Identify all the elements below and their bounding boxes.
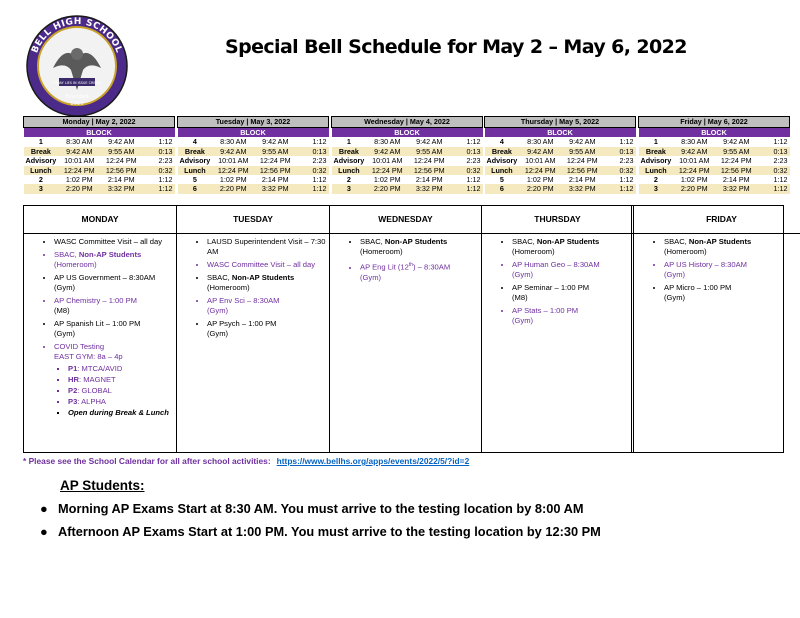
event-emphasis: Non-AP Students (688, 237, 752, 246)
events-monday (24, 206, 177, 452)
duration: 0:13 (450, 147, 482, 156)
end-time: 3:32 PM (408, 184, 450, 193)
events-tuesday (177, 206, 330, 452)
event-item (54, 237, 176, 247)
event-location: (Gym) (54, 283, 76, 292)
event-text: WASC Committee Visit – all day (54, 237, 163, 246)
start-time: 9:42 AM (673, 147, 715, 156)
period: Lunch (485, 166, 520, 175)
sub-item (68, 375, 176, 385)
schedule-thursday (484, 116, 636, 194)
duration: 1:12 (296, 137, 328, 146)
event-text: AP US History – 8:30AM (664, 260, 748, 269)
column-header: WEDNESDAY (330, 206, 481, 234)
start-time: 1:02 PM (366, 175, 408, 184)
event-item (207, 296, 329, 316)
day-header: Monday | May 2, 2022 (24, 117, 175, 128)
event-text: AP Chemistry – 1:00 PM (54, 296, 138, 305)
period: 3 (332, 184, 367, 193)
event-text: AP Stats – 1:00 PM (512, 306, 579, 315)
day-header: Thursday | May 5, 2022 (485, 117, 636, 128)
start-time: 2:20 PM (366, 184, 408, 193)
ap-heading: AP Students: (60, 478, 145, 493)
start-time: 12:24 PM (58, 166, 100, 175)
start-time: 1:02 PM (58, 175, 100, 184)
event-location: (Gym) (207, 329, 229, 338)
end-time: 9:55 AM (254, 147, 296, 156)
period: Break (24, 147, 59, 156)
start-time: 9:42 AM (519, 147, 561, 156)
end-time: 9:42 AM (254, 137, 296, 146)
event-location: (M8) (512, 293, 528, 302)
event-text: AP Eng Lit (12 (360, 262, 409, 272)
block-label: BLOCK (639, 128, 790, 138)
end-time: 2:14 PM (100, 175, 142, 184)
period: Break (639, 147, 674, 156)
start-time: 12:24 PM (366, 166, 408, 175)
end-time: 9:55 AM (100, 147, 142, 156)
end-time: 12:56 PM (100, 166, 142, 175)
start-time: 12:24 PM (673, 166, 715, 175)
end-time: 12:24 PM (254, 156, 296, 165)
duration: 1:12 (142, 184, 174, 193)
events-wednesday (330, 206, 482, 452)
sub-item-value: : MTCA/AVID (77, 364, 123, 373)
duration: 1:12 (296, 175, 328, 184)
duration: 1:12 (757, 137, 789, 146)
event-location: (Homeroom) (664, 247, 707, 256)
event-text: SBAC, (512, 237, 537, 246)
end-time: 12:56 PM (561, 166, 603, 175)
start-time: 10:01 AM (519, 156, 561, 165)
start-time: 2:20 PM (212, 184, 254, 193)
friday-frame (632, 205, 784, 453)
day-header: Tuesday | May 3, 2022 (178, 117, 329, 128)
column-header: THURSDAY (482, 206, 633, 234)
period: 6 (178, 184, 213, 193)
schedule-monday (23, 116, 175, 194)
period: 2 (24, 175, 59, 184)
event-text: COVID Testing (54, 342, 105, 351)
event-text: AP US Government – 8:30AM (54, 273, 156, 282)
event-item (512, 237, 633, 257)
period: Break (485, 147, 520, 156)
start-time: 1:02 PM (673, 175, 715, 184)
svg-text:TODAY LIES IN ISSUE CREATE: TODAY LIES IN ISSUE CREATE (52, 81, 102, 85)
event-text: LAUSD Superintendent Visit – 7:30 AM (207, 237, 326, 256)
event-item (207, 260, 329, 270)
sub-item (68, 397, 176, 407)
end-time: 9:42 AM (561, 137, 603, 146)
event-emphasis: Non-AP Students (78, 250, 142, 259)
start-time: 10:01 AM (58, 156, 100, 165)
duration: 0:13 (142, 147, 174, 156)
event-item (512, 260, 633, 280)
event-text: AP Env Sci – 8:30AM (207, 296, 280, 305)
event-text: SBAC, (360, 237, 385, 246)
period: 2 (639, 175, 674, 184)
page-title: Special Bell Schedule for May 2 – May 6, 2022 (225, 36, 687, 58)
start-time: 9:42 AM (58, 147, 100, 156)
end-time: 9:55 AM (408, 147, 450, 156)
event-location: (Gym) (54, 329, 76, 338)
period: 3 (24, 184, 59, 193)
events-thursday (482, 206, 634, 452)
event-location: (Gym) (207, 306, 229, 315)
period: 5 (178, 175, 213, 184)
event-text: AP Spanish Lit – 1:00 PM (54, 319, 141, 328)
event-location: (Homeroom) (360, 247, 403, 256)
svg-text:BELL HIGH SCHOOL: BELL HIGH SCHOOL (30, 16, 124, 55)
duration: 1:12 (757, 184, 789, 193)
start-time: 12:24 PM (519, 166, 561, 175)
duration: 0:13 (757, 147, 789, 156)
schedule-friday (638, 116, 790, 194)
start-time: 2:20 PM (673, 184, 715, 193)
block-label: BLOCK (178, 128, 329, 138)
period: Lunch (332, 166, 367, 175)
start-time: 1:02 PM (212, 175, 254, 184)
end-time: 3:32 PM (715, 184, 757, 193)
period: 4 (178, 137, 213, 146)
sub-item-key: P2 (68, 386, 78, 395)
event-item (54, 342, 176, 418)
duration: 1:12 (450, 184, 482, 193)
column-header: FRIDAY (634, 206, 800, 234)
end-time: 12:56 PM (254, 166, 296, 175)
duration: 0:32 (603, 166, 635, 175)
duration: 1:12 (603, 175, 635, 184)
event-item (512, 283, 633, 303)
note-text: * Please see the School Calendar for all after school activities: (23, 456, 271, 466)
start-time: 8:30 AM (673, 137, 715, 146)
event-location: (Gym) (512, 270, 534, 279)
bullet-icon: ● (40, 524, 48, 539)
sub-item (68, 408, 176, 418)
duration: 0:13 (603, 147, 635, 156)
end-time: 9:42 AM (100, 137, 142, 146)
ap-line-morning (40, 501, 584, 516)
period: 2 (332, 175, 367, 184)
day-header: Wednesday | May 4, 2022 (332, 117, 483, 128)
ap-line-text: Morning AP Exams Start at 8:30 AM. You must arrive to the testing location by 8:00 AM (58, 501, 584, 516)
duration: 2:23 (296, 156, 328, 165)
period: 1 (639, 137, 674, 146)
duration: 0:13 (296, 147, 328, 156)
duration: 2:23 (142, 156, 174, 165)
duration: 2:23 (603, 156, 635, 165)
end-time: 2:14 PM (254, 175, 296, 184)
period: 5 (485, 175, 520, 184)
period: Advisory (640, 156, 672, 166)
end-time: 12:24 PM (715, 156, 757, 165)
period: Lunch (639, 166, 674, 175)
superscript: th (408, 262, 414, 268)
column-header: MONDAY (24, 206, 176, 234)
period: Advisory (25, 156, 57, 166)
event-text: AP Micro – 1:00 PM (664, 283, 732, 292)
event-text: WASC Committee Visit – all day (207, 260, 316, 269)
period: 6 (485, 184, 520, 193)
period: Advisory (333, 156, 365, 166)
duration: 1:12 (142, 137, 174, 146)
duration: 1:12 (603, 137, 635, 146)
period: Break (332, 147, 367, 156)
end-time: 12:56 PM (408, 166, 450, 175)
sub-item-value: : ALPHA (77, 397, 106, 406)
start-time: 1:02 PM (519, 175, 561, 184)
sub-item-key: P3 (68, 397, 78, 406)
event-emphasis: Non-AP Students (384, 237, 448, 246)
column-header: TUESDAY (177, 206, 329, 234)
event-item (54, 250, 176, 270)
sub-item (68, 364, 176, 374)
start-time: 12:24 PM (212, 166, 254, 175)
event-item (207, 237, 329, 257)
duration: 1:12 (142, 175, 174, 184)
sub-item-value: : MAGNET (78, 375, 116, 384)
event-text: ) – 8:30AM (413, 262, 451, 272)
start-time: 9:42 AM (366, 147, 408, 156)
period: 4 (485, 137, 520, 146)
end-time: 12:24 PM (408, 156, 450, 165)
duration: 1:12 (296, 184, 328, 193)
ap-line-afternoon (40, 524, 601, 539)
duration: 1:12 (603, 184, 635, 193)
end-time: 9:42 AM (715, 137, 757, 146)
period: Advisory (486, 156, 518, 166)
period: 3 (639, 184, 674, 193)
calendar-link[interactable]: https://www.bellhs.org/apps/events/2022/5/?id=2 (276, 456, 470, 466)
event-location: (Gym) (664, 270, 686, 279)
start-time: 10:01 AM (212, 156, 254, 165)
end-time: 12:56 PM (715, 166, 757, 175)
duration: 1:12 (757, 175, 789, 184)
end-time: 9:42 AM (408, 137, 450, 146)
duration: 0:32 (757, 166, 789, 175)
svg-text:Founded: Founded (65, 94, 89, 100)
block-label: BLOCK (485, 128, 636, 138)
sub-item-value: : GLOBAL (77, 386, 112, 395)
bullet-icon: ● (40, 501, 48, 516)
school-logo (25, 14, 129, 118)
event-item (207, 319, 329, 339)
event-location: (Gym) (664, 293, 686, 302)
duration: 0:32 (296, 166, 328, 175)
end-time: 9:55 AM (561, 147, 603, 156)
event-item (360, 260, 481, 283)
event-location: (Gym) (360, 272, 382, 282)
event-text: AP Seminar – 1:00 PM (512, 283, 590, 292)
start-time: 2:20 PM (519, 184, 561, 193)
schedule-wednesday (331, 116, 483, 194)
event-location: EAST GYM: 8a – 4p (54, 352, 123, 361)
period: 1 (24, 137, 59, 146)
events-grid (23, 205, 752, 453)
block-label: BLOCK (24, 128, 175, 138)
sub-item (68, 386, 176, 396)
start-time: 2:20 PM (58, 184, 100, 193)
svg-text:1925: 1925 (70, 101, 84, 107)
event-item (512, 306, 633, 326)
event-item (54, 273, 176, 293)
start-time: 8:30 AM (366, 137, 408, 146)
event-item (207, 273, 329, 293)
end-time: 2:14 PM (715, 175, 757, 184)
start-time: 8:30 AM (519, 137, 561, 146)
event-item (54, 319, 176, 339)
period: Lunch (24, 166, 59, 175)
end-time: 3:32 PM (100, 184, 142, 193)
event-text: AP Psych – 1:00 PM (207, 319, 277, 328)
sub-item-key: HR (68, 375, 79, 384)
event-item (54, 296, 176, 316)
end-time: 12:24 PM (100, 156, 142, 165)
end-time: 3:32 PM (254, 184, 296, 193)
period: Advisory (179, 156, 211, 166)
start-time: 8:30 AM (212, 137, 254, 146)
end-time: 2:14 PM (561, 175, 603, 184)
event-item (360, 237, 481, 257)
duration: 2:23 (757, 156, 789, 165)
start-time: 9:42 AM (212, 147, 254, 156)
end-time: 2:14 PM (408, 175, 450, 184)
end-time: 12:24 PM (561, 156, 603, 165)
day-header: Friday | May 6, 2022 (639, 117, 790, 128)
sub-item-note: Open during Break & Lunch (68, 408, 169, 417)
event-location: (M8) (54, 306, 70, 315)
period: Break (178, 147, 213, 156)
event-location: (Homeroom) (54, 260, 97, 269)
event-emphasis: Non-AP Students (536, 237, 600, 246)
period: Lunch (178, 166, 213, 175)
duration: 0:32 (142, 166, 174, 175)
event-text: SBAC, (207, 273, 232, 282)
end-time: 9:55 AM (715, 147, 757, 156)
event-emphasis: Non-AP Students (231, 273, 295, 282)
duration: 0:32 (450, 166, 482, 175)
event-text: SBAC, (54, 250, 79, 259)
event-location: (Homeroom) (512, 247, 555, 256)
ap-line-text: Afternoon AP Exams Start at 1:00 PM. You must arrive to the testing location by 12:30 PM (58, 524, 601, 539)
event-text: SBAC, (664, 237, 689, 246)
schedule-tuesday (177, 116, 329, 194)
event-location: (Gym) (512, 316, 534, 325)
start-time: 10:01 AM (673, 156, 715, 165)
duration: 2:23 (450, 156, 482, 165)
end-time: 3:32 PM (561, 184, 603, 193)
start-time: 8:30 AM (58, 137, 100, 146)
sub-item-key: P1 (68, 364, 78, 373)
calendar-note (23, 456, 469, 466)
duration: 1:12 (450, 137, 482, 146)
event-location: (Homeroom) (207, 283, 250, 292)
period: 1 (332, 137, 367, 146)
start-time: 10:01 AM (366, 156, 408, 165)
duration: 1:12 (450, 175, 482, 184)
event-text: AP Human Geo – 8:30AM (512, 260, 600, 269)
block-label: BLOCK (332, 128, 483, 138)
